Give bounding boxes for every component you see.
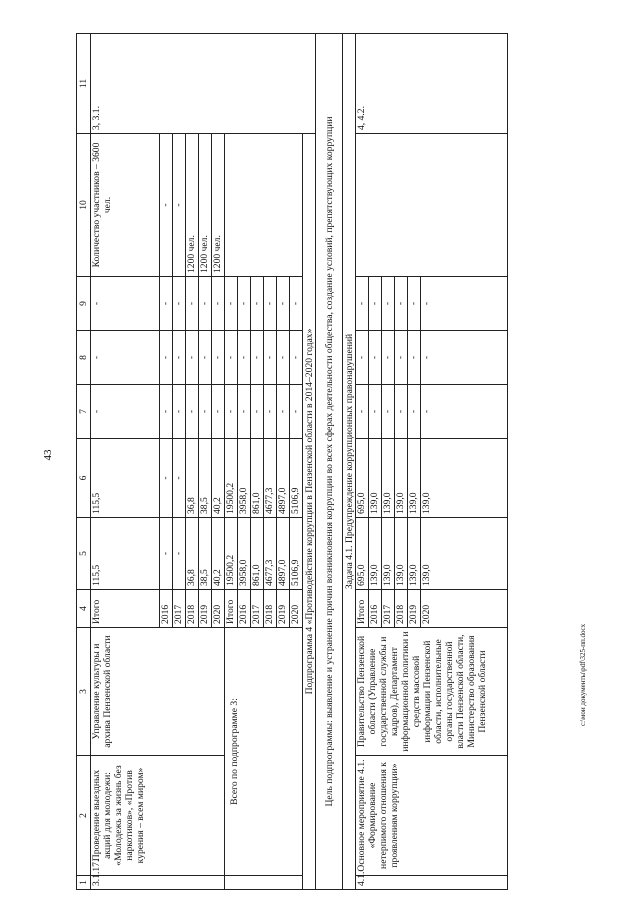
value-cell: - [212, 385, 225, 439]
value-cell: - [225, 385, 238, 439]
value-cell: 139,0 [369, 518, 382, 590]
value-cell: - [173, 331, 186, 385]
year-cell: 2017 [251, 590, 264, 628]
column-number-header-row [77, 34, 91, 890]
value-cell: - [173, 277, 186, 331]
activity-name: Основное мероприятие 4.1. «Формирование нетерпимого отношения к проявлениям коррупции» [356, 756, 508, 876]
value-cell: - [225, 277, 238, 331]
indicator-cell: 1200 чел. [212, 134, 225, 277]
value-cell: - [160, 277, 173, 331]
row-number: 4.1. [356, 876, 508, 890]
value-cell: - [225, 331, 238, 385]
value-cell: - [290, 385, 303, 439]
subprogram-goal: Цель подпрограммы: выявление и устранение причин возникновения коррупции во всех сферах деятельности общества, создание условий, препятствующих коррупции [316, 34, 343, 890]
year-cell: 2018 [186, 590, 199, 628]
value-cell: 139,0 [382, 439, 395, 518]
column-header: 10 [77, 134, 91, 277]
year-cell: Итого [91, 590, 160, 628]
value-cell: - [382, 277, 395, 331]
year-cell: 2019 [277, 590, 290, 628]
year-cell: 2020 [421, 590, 508, 628]
value-cell: - [408, 277, 421, 331]
value-cell: - [238, 385, 251, 439]
value-cell: 38,5 [199, 518, 212, 590]
subprogram-title-row [303, 34, 316, 890]
year-cell: 2020 [212, 590, 225, 628]
value-cell: 5106,9 [290, 518, 303, 590]
value-cell: - [290, 331, 303, 385]
value-cell: 139,0 [408, 518, 421, 590]
value-cell: - [395, 385, 408, 439]
value-cell: - [356, 277, 369, 331]
value-cell: - [251, 385, 264, 439]
indicator-cell: - [160, 134, 173, 277]
year-cell: 2017 [173, 590, 186, 628]
column-header: 7 [77, 385, 91, 439]
value-cell: - [382, 331, 395, 385]
column-header: 3 [77, 628, 91, 756]
value-cell: - [277, 331, 290, 385]
value-cell: - [173, 439, 186, 518]
value-cell: 19500,2 [225, 518, 238, 590]
year-cell: 2017 [382, 590, 395, 628]
value-cell: - [91, 385, 160, 439]
year-cell: 2018 [395, 590, 408, 628]
task-ref-cell: 3, 3.1. [91, 34, 316, 134]
executor-cell: Управление культуры и архива Пензенской области [91, 628, 225, 756]
value-cell: - [290, 277, 303, 331]
value-cell: - [251, 331, 264, 385]
value-cell: - [238, 277, 251, 331]
value-cell: - [369, 331, 382, 385]
value-cell: 4677,3 [264, 439, 277, 518]
year-cell: 2019 [199, 590, 212, 628]
year-cell: 2016 [160, 590, 173, 628]
indicator-cell: - [173, 134, 186, 277]
value-cell: - [199, 385, 212, 439]
page-number: 43 [42, 449, 54, 461]
value-cell: 695,0 [356, 439, 369, 518]
value-cell: 19500,2 [225, 439, 238, 518]
executor-cell: Правительство Пензенской области (Управление государственной службы и кадров), Департамент информационной политики и средств массовой информации Пензенской области, исполнительные органы государственной власти Пензенской области, Министерство образования Пензенской области [356, 628, 508, 756]
value-cell: - [212, 277, 225, 331]
year-cell: Итого [356, 590, 369, 628]
indicator-cell: 1200 чел. [186, 134, 199, 277]
value-cell: - [421, 331, 508, 385]
value-cell: - [356, 331, 369, 385]
value-cell: - [91, 277, 160, 331]
value-cell: 139,0 [421, 518, 508, 590]
file-path-footer: c:\мои документы\pdf\325-пп.docx [579, 623, 587, 726]
value-cell: - [408, 385, 421, 439]
value-cell: - [408, 331, 421, 385]
value-cell: - [238, 331, 251, 385]
year-cell: Итого [225, 590, 238, 628]
value-cell: 139,0 [395, 518, 408, 590]
value-cell: 36,8 [186, 439, 199, 518]
activity-name: Проведение выездных акций для молодежи: «Молодежь за жизнь без наркотиков», «Против курения – всем миром» [91, 756, 225, 876]
value-cell: - [251, 277, 264, 331]
value-cell: - [277, 385, 290, 439]
program-activities-table [76, 33, 508, 890]
column-header: 9 [77, 277, 91, 331]
table-row [356, 34, 369, 890]
value-cell: - [421, 385, 508, 439]
value-cell: - [356, 385, 369, 439]
value-cell: - [369, 277, 382, 331]
subprogram-total-label: Всего по подпрограмме 3: [225, 628, 303, 876]
value-cell: - [186, 277, 199, 331]
value-cell: 40,2 [212, 439, 225, 518]
value-cell: 861,0 [251, 518, 264, 590]
value-cell: - [186, 385, 199, 439]
value-cell: 139,0 [421, 439, 508, 518]
column-header: 11 [77, 34, 91, 134]
value-cell: 3958,0 [238, 439, 251, 518]
task-row [343, 34, 356, 890]
year-cell: 2016 [238, 590, 251, 628]
value-cell: - [91, 331, 160, 385]
value-cell: - [160, 518, 173, 590]
value-cell: - [264, 385, 277, 439]
year-cell: 2019 [408, 590, 421, 628]
value-cell: - [160, 439, 173, 518]
row-number [225, 876, 303, 890]
value-cell: - [199, 277, 212, 331]
value-cell: 4897,0 [277, 439, 290, 518]
table-row [91, 34, 160, 890]
value-cell: - [212, 331, 225, 385]
value-cell: 4897,0 [277, 518, 290, 590]
value-cell: - [173, 385, 186, 439]
subprogram-goal-row [316, 34, 343, 890]
value-cell: 861,0 [251, 439, 264, 518]
value-cell: 4677,3 [264, 518, 277, 590]
value-cell: 36,8 [186, 518, 199, 590]
value-cell: 38,5 [199, 439, 212, 518]
column-header: 2 [77, 756, 91, 876]
column-header: 4 [77, 590, 91, 628]
value-cell: - [264, 277, 277, 331]
value-cell: 115,5 [91, 518, 160, 590]
value-cell: - [199, 331, 212, 385]
year-cell: 2020 [290, 590, 303, 628]
table-row [225, 34, 238, 890]
value-cell: - [264, 331, 277, 385]
value-cell: 5106,9 [290, 439, 303, 518]
value-cell: 139,0 [382, 518, 395, 590]
value-cell: - [382, 385, 395, 439]
value-cell: - [395, 331, 408, 385]
indicator-cell: Количество участников – 3600 чел. [91, 134, 160, 277]
value-cell: - [277, 277, 290, 331]
value-cell: 139,0 [369, 439, 382, 518]
value-cell: 3958,0 [238, 518, 251, 590]
value-cell: - [421, 277, 508, 331]
column-header: 1 [77, 876, 91, 890]
task-ref-cell: 4, 4.2. [356, 34, 508, 134]
rotated-table-block [76, 34, 590, 890]
task-title: Задача 4.1. Предупреждение коррупционных правонарушений [343, 34, 356, 890]
value-cell: 695,0 [356, 518, 369, 590]
value-cell: - [369, 385, 382, 439]
value-cell: - [160, 385, 173, 439]
column-header: 8 [77, 331, 91, 385]
year-cell: 2018 [264, 590, 277, 628]
indicator-cell [225, 134, 303, 277]
indicator-cell: 1200 чел. [199, 134, 212, 277]
value-cell: 115,5 [91, 439, 160, 518]
indicator-cell [356, 134, 508, 277]
subprogram-title: Подпрограмма 4 «Противодействие коррупции в Пензенской области в 2014–2020 годах» [303, 134, 316, 890]
value-cell: 139,0 [408, 439, 421, 518]
row-number: 3.1.17. [91, 876, 225, 890]
value-cell: - [186, 331, 199, 385]
year-cell: 2016 [369, 590, 382, 628]
value-cell: 40,2 [212, 518, 225, 590]
value-cell: - [173, 518, 186, 590]
column-header: 5 [77, 518, 91, 590]
value-cell: - [160, 331, 173, 385]
value-cell: 139,0 [395, 439, 408, 518]
value-cell: - [395, 277, 408, 331]
column-header: 6 [77, 439, 91, 518]
